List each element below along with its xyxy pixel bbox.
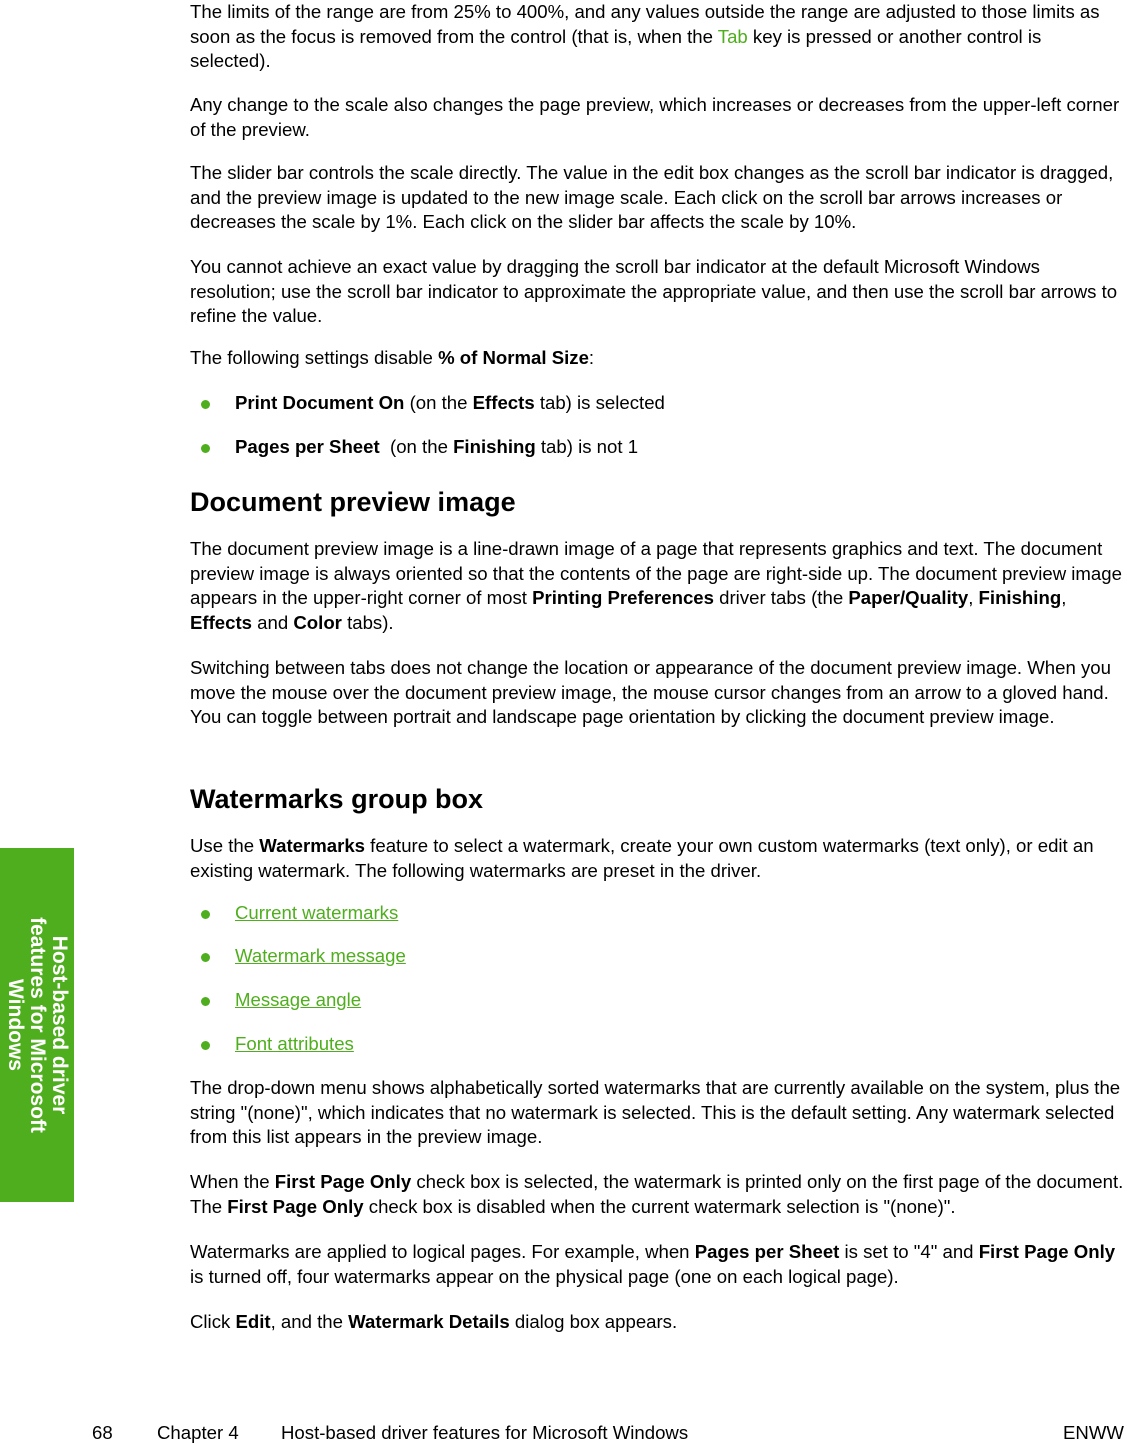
page-number: 68 <box>92 1422 113 1443</box>
footer-title: Host-based driver features for Microsoft Windows <box>281 1422 689 1443</box>
bold-term: % of Normal Size <box>438 347 589 368</box>
text: dialog box appears. <box>509 1311 678 1332</box>
paragraph-dropdown-menu: The drop-down menu shows alphabetically sorted watermarks that are currently available on the system, plus the string "(none)", which indicates that no watermark is selected. This is the default setting. Any watermark selected from this list appears in the preview image. <box>190 1077 1121 1147</box>
bold-term: Watermark Details <box>348 1311 510 1332</box>
side-tab-line-2: features for Microsoft <box>26 917 49 1133</box>
bullet-icon <box>201 910 210 919</box>
text: , <box>968 587 979 608</box>
text: driver tabs (the <box>713 587 849 608</box>
text: The limits of the range are from 25% to 400%, and any values outside the range are adjusted to those limits as soon as the focus is removed from the control (that is, when the <box>190 1 1100 47</box>
text: , <box>1061 587 1067 608</box>
text: and <box>252 611 294 633</box>
bold-term: Print Document On <box>235 392 405 413</box>
tab-key-term: Tab <box>717 25 748 47</box>
paragraph-watermarks-intro <box>190 834 1127 883</box>
footer-right-label: ENWW <box>1063 1422 1124 1443</box>
bold-term: First Page Only <box>978 1241 1116 1262</box>
text: key is pressed or another control is selected). <box>190 25 1042 71</box>
bold-term: Pages per Sheet <box>694 1241 840 1262</box>
bullet-icon <box>201 1041 210 1050</box>
text: Use the <box>190 835 260 856</box>
text: is turned off, four watermarks appear on the physical page (one on each logical page). <box>190 1265 899 1287</box>
text: , and the <box>270 1311 349 1332</box>
section-heading-watermarks: Watermarks group box <box>190 784 484 814</box>
text: check box is selected, the watermark is printed only on the first page of the document. The <box>190 1171 1124 1217</box>
side-tab-line-1: Host-based driver <box>48 935 71 1115</box>
bold-term: Finishing <box>453 436 536 457</box>
side-tab-line-3: Windows <box>4 979 27 1071</box>
paragraph-disable-settings <box>190 346 1127 371</box>
bold-term: Effects <box>472 392 535 413</box>
bold-term: First Page Only <box>274 1171 412 1192</box>
bold-term: Effects <box>190 611 253 633</box>
text: tabs). <box>341 611 394 633</box>
bullet-icon <box>201 953 210 962</box>
bold-term: Finishing <box>978 587 1062 608</box>
text: is set to "4" and <box>839 1241 979 1262</box>
text: (on the <box>379 436 454 457</box>
section-heading-document-preview: Document preview image <box>190 487 516 517</box>
side-chapter-tab <box>0 848 74 1202</box>
link-current-watermarks[interactable]: Current watermarks <box>235 902 399 923</box>
link-watermark-message[interactable]: Watermark message <box>235 945 406 966</box>
text: The document preview image is a line-drawn image of a page that represents graphics and text. The document preview image is always oriented so that the contents of the page are right-side up. The document preview image appears in the upper-right corner of most <box>190 538 1122 608</box>
bullet-icon <box>201 997 210 1006</box>
paragraph-click-edit <box>190 1310 1127 1335</box>
text: When the <box>190 1171 275 1192</box>
text: check box is disabled when the current watermark selection is "(none)". <box>363 1195 956 1217</box>
text: : <box>588 347 595 368</box>
paragraph-logical-pages <box>190 1240 1127 1289</box>
bold-term: Pages per Sheet <box>235 436 380 457</box>
paragraph-exact-value: You cannot achieve an exact value by dragging the scroll bar indicator at the default Microsoft Windows resolution; use the scroll bar indicator to approximate the appropriate value, and then use the scroll bar arrows to refine the value. <box>190 256 1118 326</box>
paragraph-first-page-only <box>190 1170 1127 1219</box>
bold-term: Printing Preferences <box>532 587 714 608</box>
paragraph-range-limits <box>190 0 1127 74</box>
text: feature to select a watermark, create your own custom watermarks (text only), or edit an existing watermark. The following watermarks are preset in the driver. <box>190 835 1094 881</box>
link-font-attributes[interactable]: Font attributes <box>235 1033 354 1054</box>
bold-term: Paper/Quality <box>848 587 969 608</box>
text: tab) is not 1 <box>535 436 639 457</box>
bold-term: Edit <box>235 1311 271 1332</box>
paragraph-preview-description <box>190 537 1127 635</box>
bold-term: First Page Only <box>227 1195 364 1217</box>
bold-term: Color <box>293 611 342 633</box>
bullet-icon <box>201 400 210 409</box>
text: (on the <box>404 392 473 413</box>
text: Click <box>190 1311 236 1332</box>
paragraph-scale-preview: Any change to the scale also changes the page preview, which increases or decreases from the upper-left corner of the preview. <box>190 94 1120 140</box>
link-message-angle[interactable]: Message angle <box>235 989 362 1010</box>
paragraph-switching-tabs: Switching between tabs does not change the location or appearance of the document preview image. When you move the mouse over the document preview image, the mouse cursor changes from an arrow to a gloved hand. You can toggle between portrait and landscape page orientation by clicking the document preview image. <box>190 657 1111 727</box>
text: The following settings disable <box>190 347 439 368</box>
bold-term: Watermarks <box>259 835 366 856</box>
bullet-icon <box>201 444 210 453</box>
text: Watermarks are applied to logical pages. For example, when <box>190 1241 695 1262</box>
side-tab-label <box>0 848 74 1202</box>
text: tab) is selected <box>534 392 665 413</box>
footer-chapter: Chapter 4 <box>157 1422 239 1443</box>
paragraph-slider-bar: The slider bar controls the scale directly. The value in the edit box changes as the scroll bar indicator is dragged, and the preview image is updated to the new image scale. Each click on the scroll bar arrows increases or decreases the scale by 1%. Each click on the slider bar affects the scale by 10%. <box>190 162 1114 232</box>
